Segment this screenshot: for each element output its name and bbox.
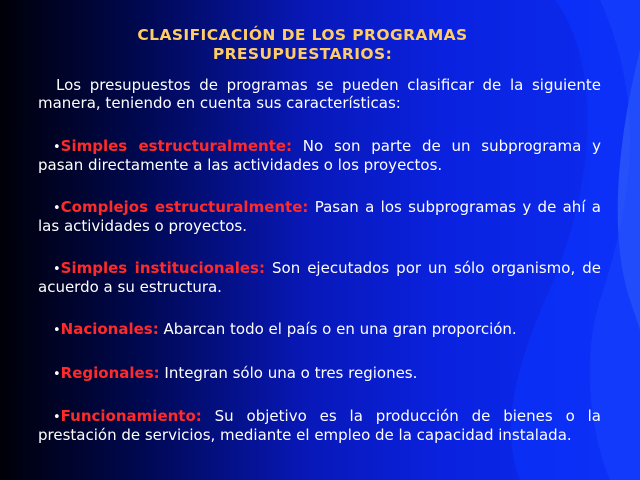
bullet-icon: • xyxy=(53,410,61,425)
item-text: No son parte de un subprograma y pasan directamente a las actividades o los proyectos. xyxy=(38,137,601,174)
item-text: Su objetivo es la producción de bienes o la prestación de servicios, mediante el empleo de la capacidad instalada. xyxy=(38,407,601,444)
item-term: Simples institucionales: xyxy=(60,259,265,277)
list-item xyxy=(38,260,601,296)
item-term: Regionales: xyxy=(60,363,160,382)
item-text: Son ejecutados por un sólo organismo, de acuerdo a su estructura. xyxy=(38,259,601,296)
slide-title-line-2: PRESUPUESTARIOS: xyxy=(212,45,393,63)
list-item xyxy=(38,199,601,235)
item-text: Abarcan todo el país o en una gran proporción. xyxy=(158,320,517,338)
bullet-icon: • xyxy=(53,323,61,338)
bullet-icon: • xyxy=(53,140,61,155)
intro-paragraph: Los presupuestos de programas se pueden clasificar de la siguiente manera, teniendo en cuenta sus características: xyxy=(38,76,601,112)
item-term: Simples estructuralmente: xyxy=(60,137,293,155)
slide-title-line-1: CLASIFICACIÓN DE LOS PROGRAMAS xyxy=(137,26,468,44)
bullet-icon: • xyxy=(53,366,61,382)
slide-content xyxy=(38,77,601,469)
list-item xyxy=(38,408,601,444)
item-text: Pasan a los subprogramas y de ahí a las actividades o proyectos. xyxy=(38,198,602,235)
slide-title xyxy=(60,26,545,64)
item-term: Nacionales: xyxy=(60,320,159,338)
item-term: Complejos estructuralmente: xyxy=(60,198,309,216)
list-item xyxy=(38,321,601,340)
item-term: Funcionamiento: xyxy=(60,407,202,425)
list-item xyxy=(38,138,601,174)
bullet-icon: • xyxy=(53,201,61,216)
bullet-icon: • xyxy=(53,262,61,277)
item-text: Integran sólo una o tres regiones. xyxy=(159,363,418,382)
list-item xyxy=(38,365,601,384)
